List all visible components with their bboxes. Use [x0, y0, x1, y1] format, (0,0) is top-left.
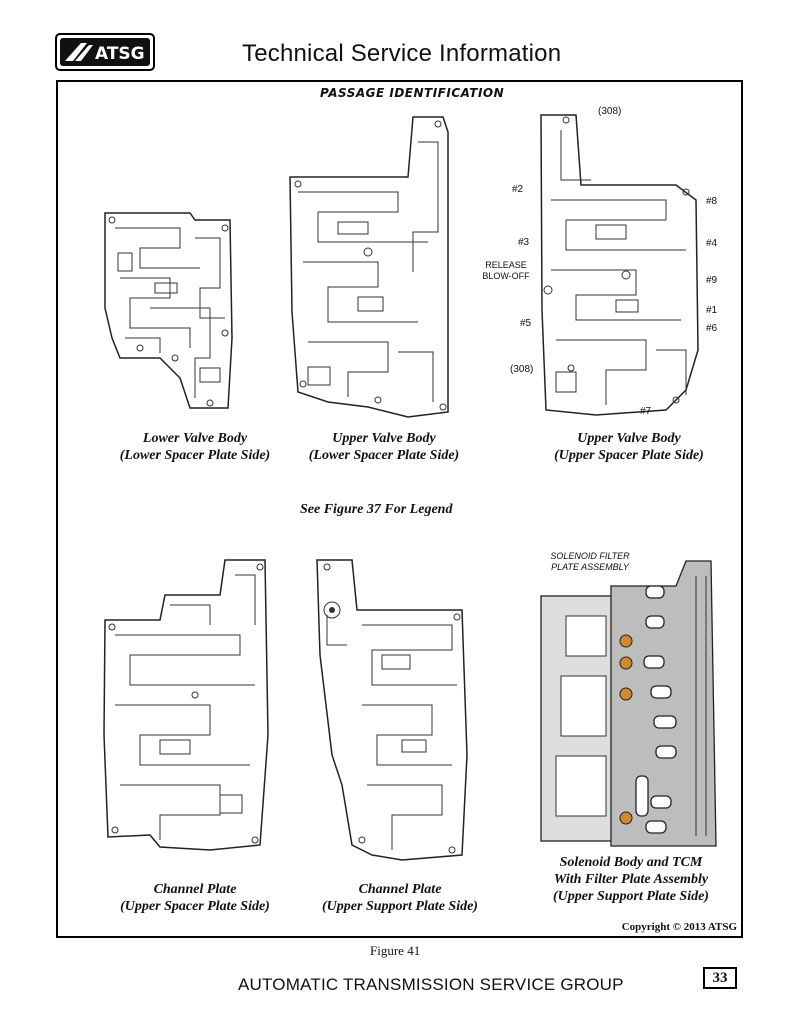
callout-5: #5 [520, 318, 532, 329]
callout-308-bottom: (308) [510, 364, 534, 375]
callout-line: SOLENOID FILTER [550, 551, 630, 561]
callout-7: #7 [640, 406, 652, 417]
caption-line: (Upper Spacer Plate Side) [120, 899, 270, 914]
caption-line: Lower Valve Body [142, 431, 248, 446]
caption-line: Upper Valve Body [332, 431, 436, 446]
caption-line: With Filter Plate Assembly [553, 872, 709, 887]
callout-release-blow-off [476, 260, 536, 282]
callout-3: #3 [518, 237, 530, 248]
lower-valve-body-caption [100, 430, 290, 464]
upper-valve-body-upper-diagram [536, 110, 702, 422]
copyright: Copyright © 2013 ATSG [621, 921, 737, 933]
callout-2: #2 [512, 184, 524, 195]
callout-6: #6 [706, 323, 718, 334]
solenoid-body-caption [536, 854, 726, 905]
atsg-logo [55, 33, 155, 71]
caption-line: (Upper Support Plate Side) [322, 899, 478, 914]
channel-plate-upper-spacer-diagram [100, 555, 270, 855]
caption-line: Solenoid Body and TCM [559, 855, 703, 870]
caption-line: (Upper Spacer Plate Side) [554, 448, 704, 463]
callout-308-top: (308) [598, 106, 622, 117]
caption-line: (Upper Support Plate Side) [553, 889, 709, 904]
callout-1: #1 [706, 305, 718, 316]
callout-line: PLATE ASSEMBLY [551, 562, 629, 572]
figure-number: Figure 41 [370, 943, 421, 958]
callout-9: #9 [706, 275, 718, 286]
channel-plate-upper-spacer-caption [100, 881, 290, 915]
caption-line: Channel Plate [358, 882, 442, 897]
footer: AUTOMATIC TRANSMISSION SERVICE GROUP [238, 975, 624, 994]
page-number: 33 [703, 967, 737, 989]
caption-line: (Lower Spacer Plate Side) [119, 448, 271, 463]
callout-8: #8 [706, 196, 718, 207]
upper-valve-body-upper-caption [534, 430, 724, 464]
logo-text: ATSG [95, 44, 145, 64]
page-title: Technical Service Information [242, 40, 562, 67]
lower-valve-body-diagram [100, 208, 235, 413]
section-title: PASSAGE IDENTIFICATION [320, 86, 505, 100]
upper-valve-body-lower-diagram [288, 112, 460, 424]
channel-plate-upper-support-caption [308, 881, 492, 915]
upper-valve-body-lower-caption [288, 430, 480, 464]
solenoid-body-tcm-diagram [536, 556, 720, 852]
legend-note: See Figure 37 For Legend [300, 502, 453, 517]
caption-line: (Lower Spacer Plate Side) [308, 448, 460, 463]
channel-plate-upper-support-diagram [312, 555, 472, 867]
caption-line: Channel Plate [153, 882, 237, 897]
callout-line: BLOW-OFF [482, 271, 530, 281]
callout-line: RELEASE [485, 260, 527, 270]
caption-line: Upper Valve Body [577, 431, 681, 446]
callout-4: #4 [706, 238, 718, 249]
